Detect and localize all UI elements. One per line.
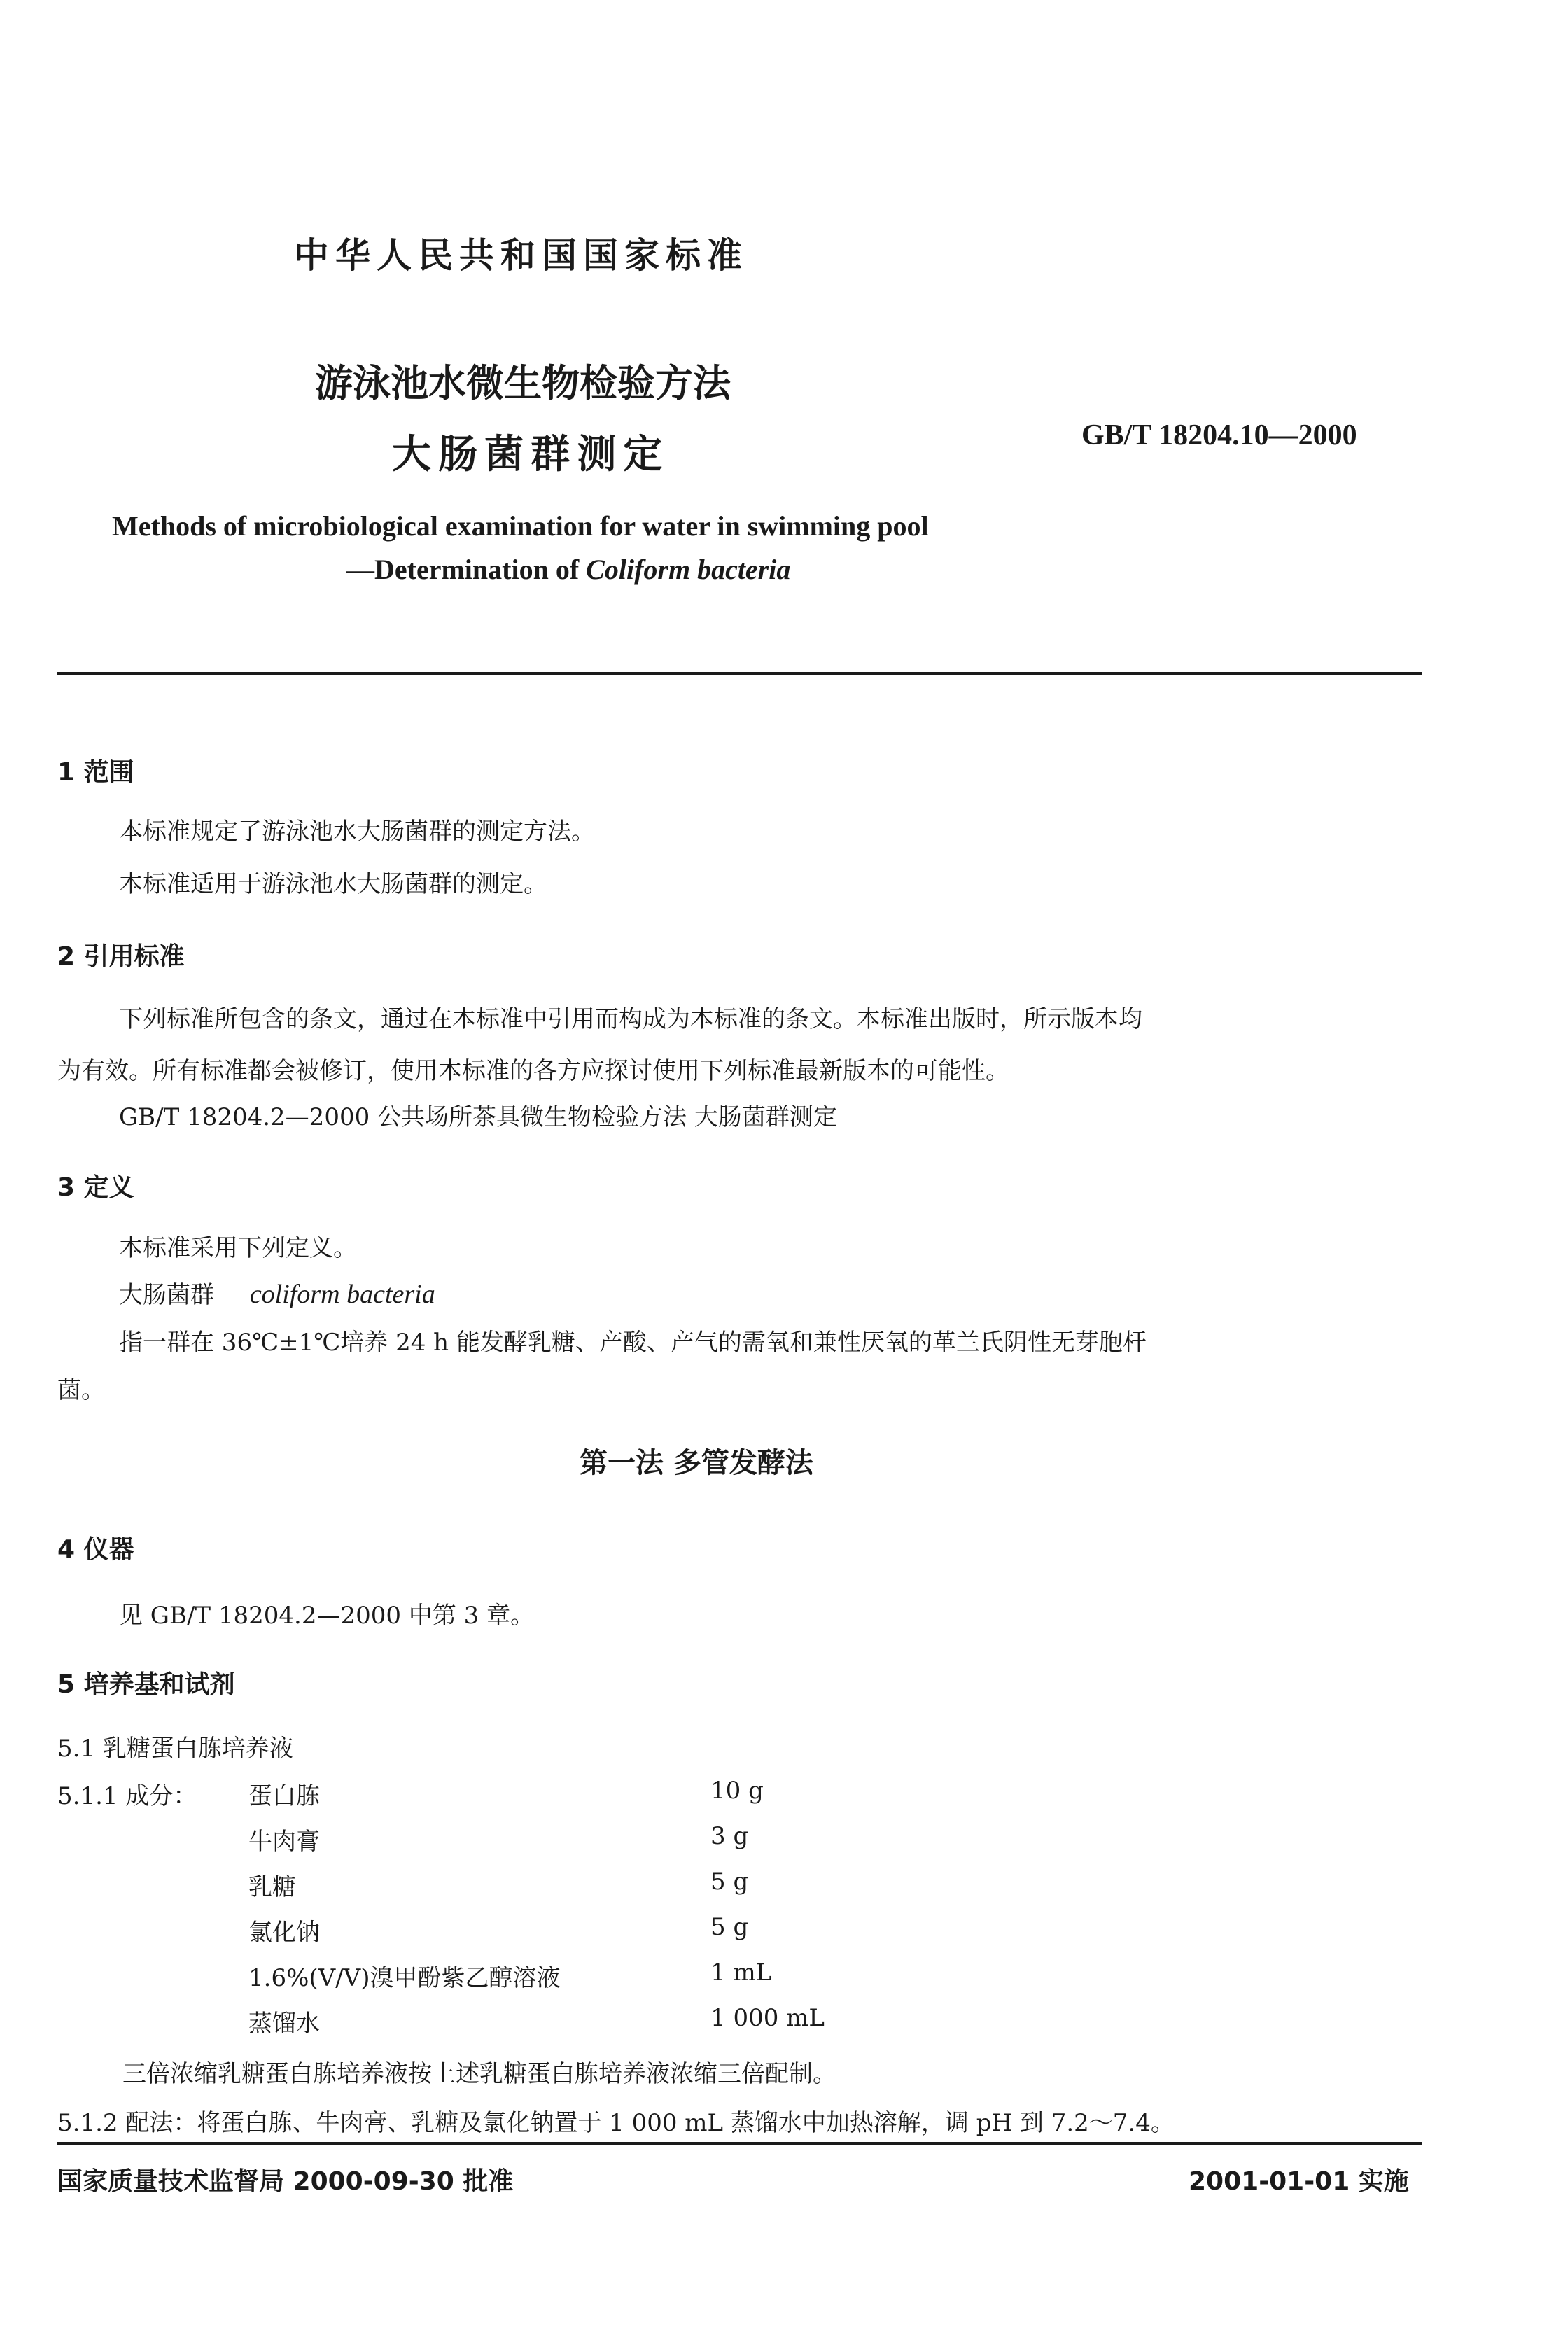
ingredient-amount: 3 g [710,1822,749,1850]
section-2-reference: GB/T 18204.2—2000 公共场所茶具微生物检验方法 大肠菌群测定 [119,1103,837,1131]
section-1-heading: 1 范围 [57,758,134,787]
ingredient-name: 乳糖 [248,1873,296,1901]
section-3-definition-line1: 指一群在 36℃±1℃培养 24 h 能发酵乳糖、产酸、产气的需氧和兼性厌氧的革兰氏阴性无芽胞杆 [119,1329,1147,1357]
section-3-paragraph: 本标准采用下列定义。 [119,1234,357,1262]
approval-line: 国家质量技术监督局 2000-09-30 批准 [57,2167,514,2196]
term-chinese: 大肠菌群 [119,1281,214,1309]
section-1-paragraph-1: 本标准规定了游泳池水大肠菌群的测定方法。 [119,818,595,846]
section-2-paragraph-line1: 下列标准所包含的条文，通过在本标准中引用而构成为本标准的条文。本标准出版时，所示版本均 [119,1005,1142,1033]
ingredient-amount: 10 g [710,1777,764,1805]
ingredient-name: 1.6%(V/V)溴甲酚紫乙醇溶液 [248,1964,561,1992]
ingredient-name: 蛋白胨 [248,1782,320,1810]
subsection-5-1-1-label: 5.1.1 成分： [57,1782,197,1810]
document-title-line1: 游泳池水微生物检验方法 [315,361,731,405]
triple-concentration-note: 三倍浓缩乳糖蛋白胨培养液按上述乳糖蛋白胨培养液浓缩三倍配制。 [122,2060,836,2088]
section-3-term [119,1275,435,1310]
document-title-line2: 大肠菌群测定 [392,432,670,477]
ingredient-name: 牛肉膏 [248,1828,320,1856]
ingredient-amount: 1 000 mL [710,2004,825,2032]
section-2-heading: 2 引用标准 [57,942,185,971]
section-1-paragraph-2: 本标准适用于游泳池水大肠菌群的测定。 [119,870,547,898]
english-title-italic: Coliform bacteria [586,554,791,585]
section-3-heading: 3 定义 [57,1173,134,1202]
section-2-paragraph-line2: 为有效。所有标准都会被修订，使用本标准的各方应探讨使用下列标准最新版本的可能性。 [57,1057,1009,1085]
header-rule [57,672,1422,676]
footer-rule [57,2142,1422,2145]
ingredient-amount: 1 mL [710,1959,772,1987]
standard-code: GB/T 18204.10—2000 [1082,419,1357,451]
english-title-line2 [346,553,790,586]
section-3-definition-line2: 菌。 [57,1376,105,1404]
implementation-date: 2001-01-01 实施 [1189,2167,1409,2196]
subsection-5-1-2: 5.1.2 配法：将蛋白胨、牛肉膏、乳糖及氯化钠置于 1 000 mL 蒸馏水中加热溶解，调 pH 到 7.2～7.4。 [57,2109,1175,2137]
national-standard-heading: 中华人民共和国国家标准 [294,235,748,276]
ingredient-amount: 5 g [710,1913,749,1941]
ingredient-amount: 5 g [710,1868,749,1896]
ingredient-name: 蒸馏水 [248,2010,320,2038]
subsection-5-1: 5.1 乳糖蛋白胨培养液 [57,1735,293,1763]
section-4-heading: 4 仪器 [57,1535,134,1564]
term-english: coliform bacteria [249,1280,435,1309]
ingredient-name: 氯化钠 [248,1919,320,1947]
english-title-prefix: —Determination of [346,554,587,585]
section-4-paragraph: 见 GB/T 18204.2—2000 中第 3 章。 [119,1602,535,1630]
method-1-title: 第一法 多管发酵法 [580,1447,813,1479]
english-title-line1: Methods of microbiological examination for water in swimming pool [112,510,929,542]
section-5-heading: 5 培养基和试剂 [57,1670,235,1699]
